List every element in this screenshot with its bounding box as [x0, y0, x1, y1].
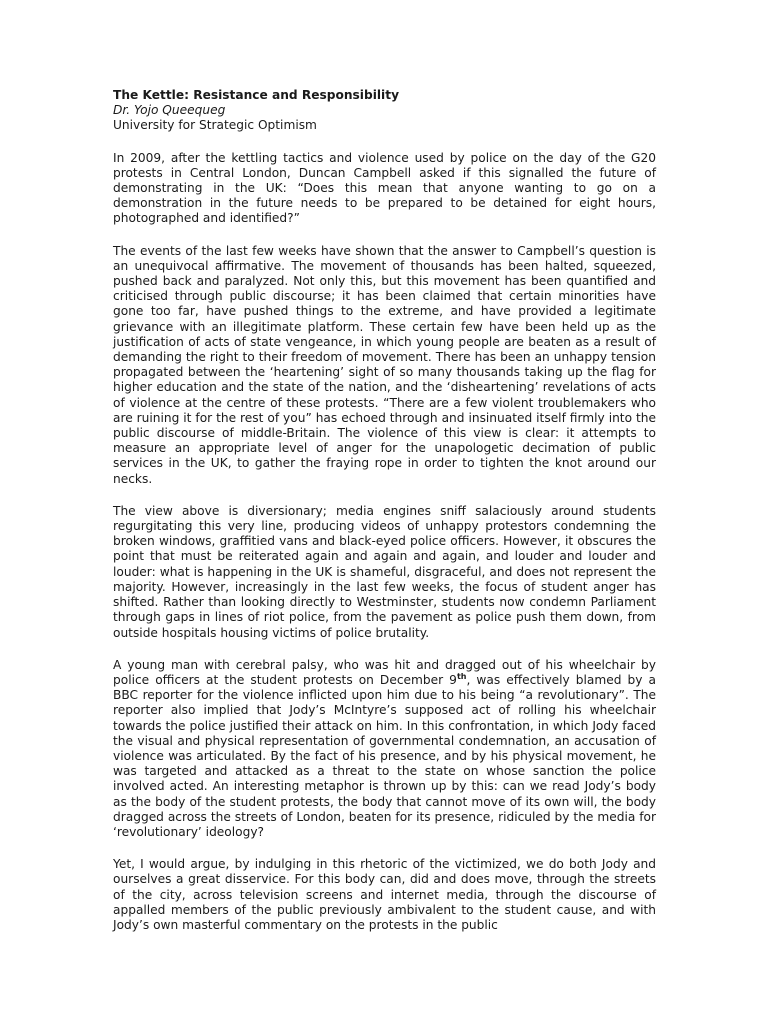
paragraph-3: The view above is diversionary; media engines sniff salaciously around students regurgitating this very line, producing videos of unhappy protestors condemning the broken windows, graffitied vans and black-eyed police officers. However, it obscures the point that must be reiterated again and again and again, and louder and louder and louder: what is happening in the UK is shameful, disgraceful, and does not represent the majority. However, increasingly in the last few weeks, the focus of student anger has shifted. Rather than looking directly to Westminster, students now condemn Parliament through gaps in lines of riot police, from the pavement as police push them down, from outside hospitals housing victims of police brutality. [113, 503, 656, 640]
document-author: Dr. Yojo Queequeg [113, 103, 226, 118]
paragraph-4-part-1: A young man with cerebral palsy, who was hit and dragged out of his wheelchair by police officers at the student protests on December 9 [113, 657, 656, 687]
ordinal-superscript: th [456, 671, 467, 681]
paragraph-4 [113, 658, 656, 840]
paragraph-2: The events of the last few weeks have shown that the answer to Campbell’s question is an unequivocal affirmative. The movement of thousands has been halted, squeezed, pushed back and paralyzed. Not only this, but this movement has been quantified and criticised through public discourse; it has been claimed that certain minorities have gone too far, have pushed things to the extreme, and have provided a legitimate grievance with an illegitimate platform. These certain few have been held up as the justification of acts of state vengeance, in which young people are beaten as a result of demanding the right to their freedom of movement. There has been an unhappy tension propagated between the ‘heartening’ sight of so many thousands taking up the flag for higher education and the state of the nation, and the ‘disheartening’ revelations of acts of violence at the centre of these protests. “There are a few violent troublemakers who are ruining it for the rest of you” has echoed through and insinuated itself firmly into the public discourse of middle-Britain. The violence of this view is clear: it attempts to measure an appropriate level of anger for the unapologetic decimation of public services in the UK, to gather the fraying rope in order to tighten the knot around our necks. [113, 243, 656, 486]
paragraph-4-part-2: , was effectively blamed by a BBC reporter for the violence inflicted upon him due to his being “a revolutionary”. The reporter also implied that Jody’s McIntyre’s supposed act of rolling his wheelchair towards the police justified their attack on him. In this confrontation, in which Jody faced the visual and physical representation of governmental condemnation, an accusation of violence was articulated. By the fact of his presence, and by his physical movement, he was targeted and attacked as a threat to the state on whose sanction the police involved acted. An interesting metaphor is thrown up by this: can we read Jody’s body as the body of the student protests, the body that cannot move of its own will, the body dragged across the streets of London, beaten for its presence, ridiculed by the media for ‘revolutionary’ ideology? [113, 672, 656, 839]
document-affiliation: University for Strategic Optimism [113, 118, 317, 133]
paragraph-1: In 2009, after the kettling tactics and violence used by police on the day of the G20 protests in Central London, Duncan Campbell asked if this signalled the future of demonstrating in the UK: “Does this mean that anyone wanting to go on a demonstration in the future needs to be prepared to be detained for eight hours, photographed and identified?” [113, 150, 656, 226]
document-title: The Kettle: Resistance and Responsibility [113, 88, 400, 102]
document-body [113, 88, 656, 950]
paragraph-5: Yet, I would argue, by indulging in this rhetoric of the victimized, we do both Jody and ourselves a great disservice. For this body can, did and does move, through the streets of the city, across television screens and internet media, through the discourse of appalled members of the public previously ambivalent to the student cause, and with Jody’s own masterful commentary on the protests in the public [113, 857, 656, 932]
